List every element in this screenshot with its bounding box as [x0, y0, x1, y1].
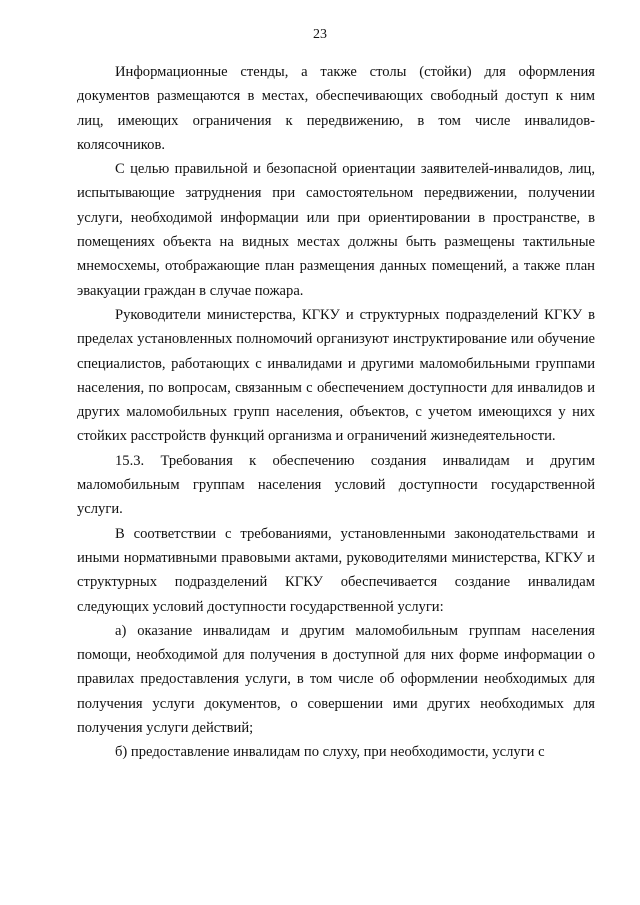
paragraph-item-b: б) предоставление инвалидам по слуху, при необходимости, услуги с [115, 744, 545, 761]
document-body [77, 60, 595, 765]
paragraph-tactile-schemes: С целью правильной и безопасной ориентации заявителей-инвалидов, лиц, испытывающие затруднения при самостоятельном передвижении, получении услуги, необходимой информации или при ориентировании в пространстве, в помещениях объекта на видных местах должны быть размещены тактильные мнемосхемы, отображающие план размещения данных помещений, а также план эвакуации граждан в случае пожара. [77, 161, 595, 299]
page-number: 23 [313, 27, 327, 42]
paragraph-staff-training: Руководители министерства, КГКУ и структурных подразделений КГКУ в пределах установленных полномочий организуют инструктирование или обучение специалистов, работающих с инвалидами и другими маломобильными группами населения, по вопросам, связанным с обеспечением доступности для инвалидов и других маломобильных групп населения, объектов, с учетом имеющихся у них стойких расстройств функций организма и ограничений жизнедеятельности. [77, 306, 595, 445]
paragraph-item-a: а) оказание инвалидам и другим маломобильным группам населения помощи, необходимой для получения в доступной для них форме информации о правилах предоставления услуги, в том числе об оформлении необходимых для получения услуги документов, о совершении ими других необходимых для получения услуги действий; [77, 622, 595, 737]
paragraph-info-stands: Информационные стенды, а также столы (стойки) для оформления документов размещаются в местах, обеспечивающих свободный доступ к ним лиц, имеющих ограничения к передвижению, в том числе инвалидов-колясочников. [77, 64, 595, 153]
paragraph-accessibility-conditions: В соответствии с требованиями, установленными законодательствами и иными нормативными правовыми актами, руководителями министерства, КГКУ и структурных подразделений КГКУ обеспечивается создание инвалидам следующих условий доступности государственной услуги: [77, 525, 595, 615]
paragraph-section-15-3: 15.3. Требования к обеспечению создания инвалидам и другим маломобильным группам населения условий доступности государственной услуги. [77, 452, 595, 518]
